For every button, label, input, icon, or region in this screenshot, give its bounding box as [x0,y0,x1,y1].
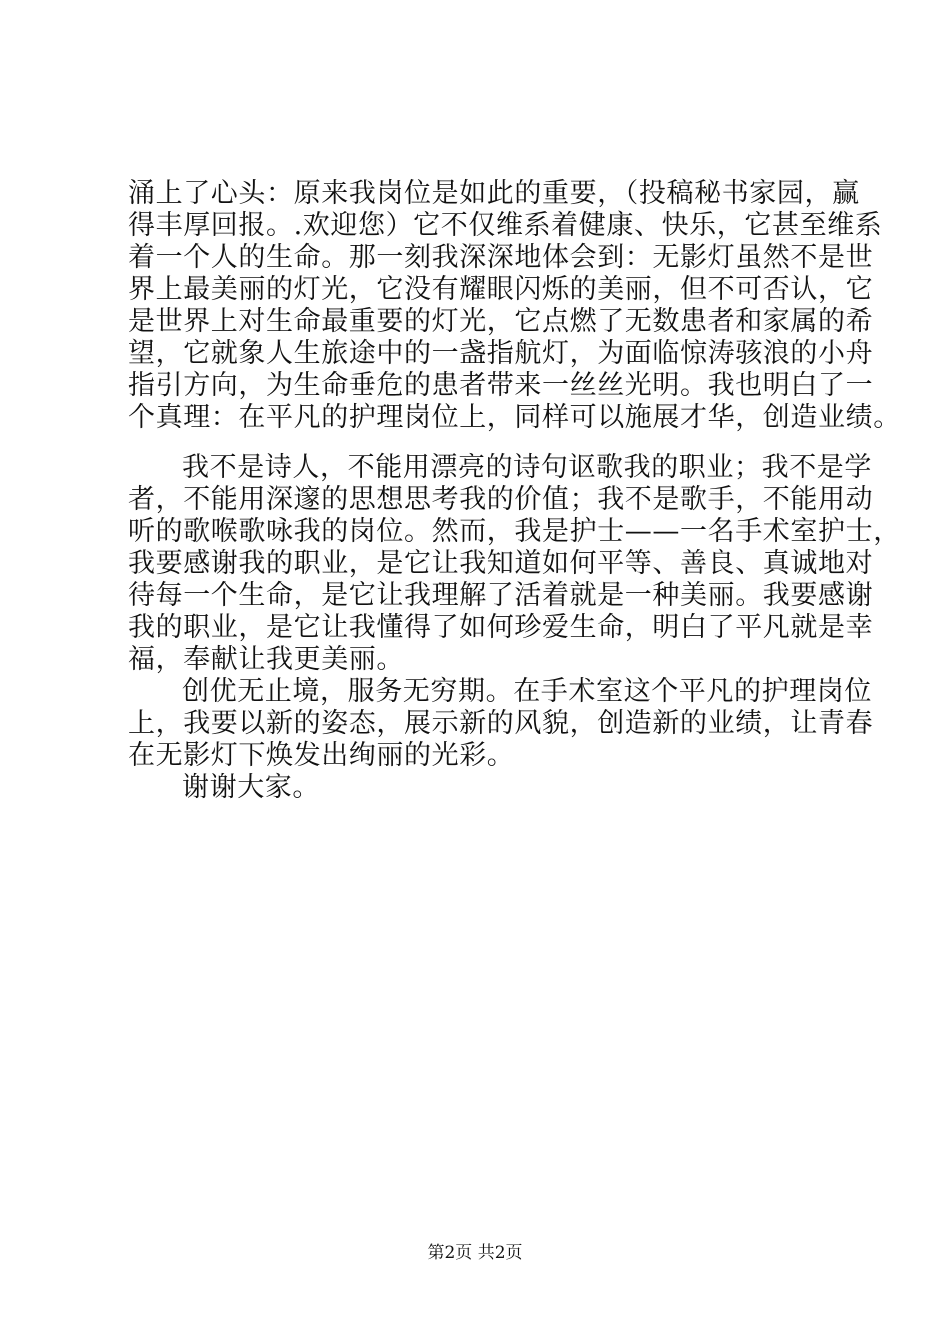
text-line: 我不是诗人，不能用漂亮的诗句讴歌我的职业；我不是学 [182,452,872,483]
text-line: 上，我要以新的姿态，展示新的风貌，创造新的业绩，让青春 [128,708,874,739]
text-line: 福，奉献让我更美丽。 [128,644,404,675]
text-line: 指引方向，为生命垂危的患者带来一丝丝光明。我也明白了一 [128,370,874,401]
text-line: 个真理：在平凡的护理岗位上，同样可以施展才华，创造业绩。 [128,402,901,433]
text-line: 听的歌喉歌咏我的岗位。然而，我是护士——一名手术室护士， [128,516,901,547]
text-line: 涌上了心头：原来我岗位是如此的重要，（投稿秘书家园，赢 [128,178,860,209]
text-line: 着一个人的生命。那一刻我深深地体会到：无影灯虽然不是世 [128,242,874,273]
page-footer: 第2页 共2页 [427,1243,523,1263]
text-line: 在无影灯下焕发出绚丽的光彩。 [128,740,515,771]
text-line: 得丰厚回报。.欢迎您）它不仅维系着健康、快乐，它甚至维系 [128,210,883,241]
text-line: 我的职业，是它让我懂得了如何珍爱生命，明白了平凡就是幸 [128,612,874,643]
text-line: 是世界上对生命最重要的灯光，它点燃了无数患者和家属的希 [128,306,874,337]
text-line: 界上最美丽的灯光，它没有耀眼闪烁的美丽，但不可否认，它 [128,274,874,305]
closing-line: 谢谢大家。 [182,772,320,803]
text-line: 待每一个生命，是它让我理解了活着就是一种美丽。我要感谢 [128,580,874,611]
text-line: 望，它就象人生旅途中的一盏指航灯，为面临惊涛骇浪的小舟 [128,338,874,369]
text-line: 创优无止境，服务无穷期。在手术室这个平凡的护理岗位 [182,676,872,707]
text-line: 我要感谢我的职业，是它让我知道如何平等、善良、真诚地对 [128,548,874,579]
text-line: 者，不能用深邃的思想思考我的价值；我不是歌手，不能用动 [128,484,874,515]
